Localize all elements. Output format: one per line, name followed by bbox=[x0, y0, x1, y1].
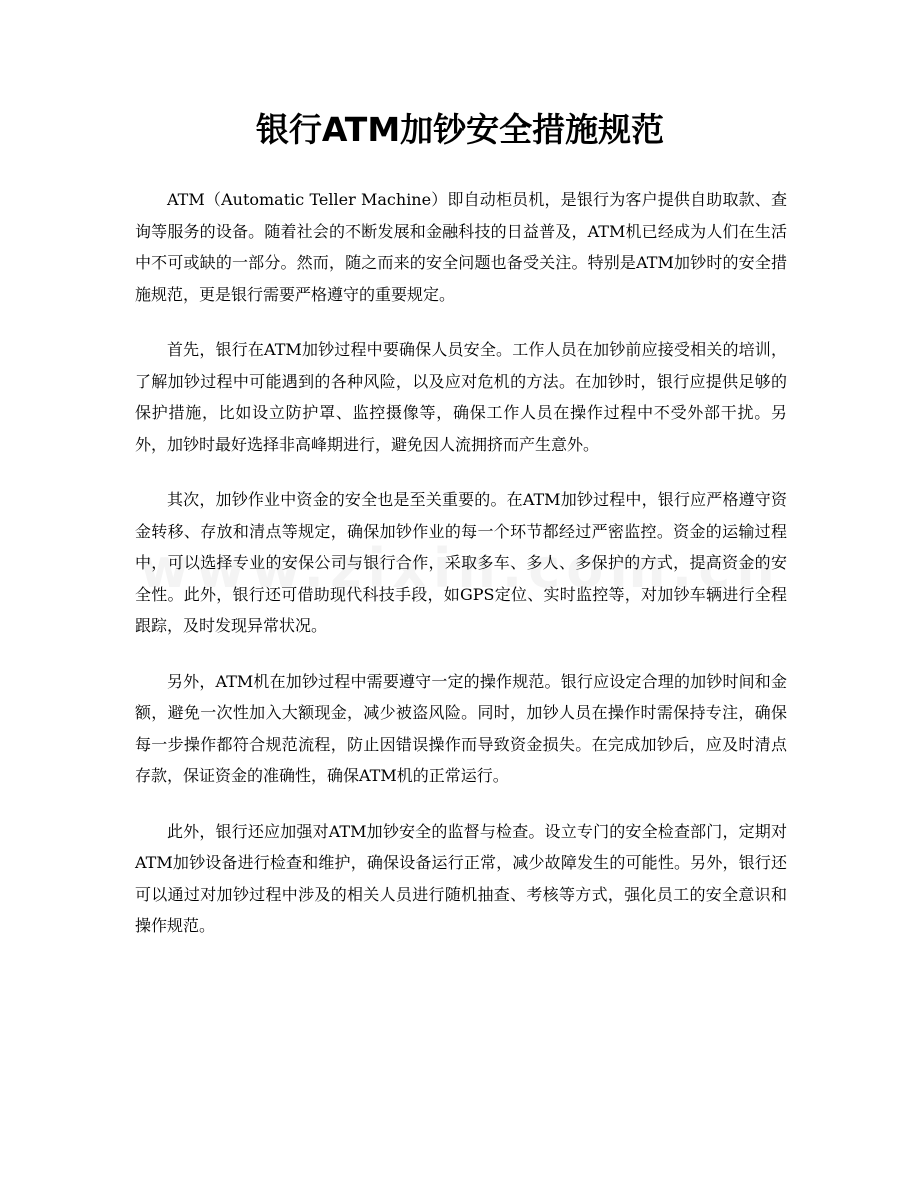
paragraph-1: ATM（Automatic Teller Machine）即自动柜员机，是银行为客户提供自助取款、查询等服务的设备。随着社会的不断发展和金融科技的日益普及，ATM机已经成为人们在生活中不可或缺的一部分。然而，随之而来的安全问题也备受关注。特别是ATM加钞时的安全措施规范，更是银行需要严格遵守的重要规定。 bbox=[135, 190, 787, 304]
paragraph-4: 另外，ATM机在加钞过程中需要遵守一定的操作规范。银行应设定合理的加钞时间和金额，避免一次性加入大额现金，减少被盗风险。同时，加钞人员在操作时需保持专注，确保每一步操作都符合规范流程，防止因错误操作而导致资金损失。在完成加钞后，应及时清点存款，保证资金的准确性，确保ATM机的正常运行。 bbox=[135, 671, 787, 785]
paragraph-3: 其次，加钞作业中资金的安全也是至关重要的。在ATM加钞过程中，银行应严格遵守资金转移、存放和清点等规定，确保加钞作业的每一个环节都经过严密监控。资金的运输过程中，可以选择专业的安保公司与银行合作，采取多车、多人、多保护的方式，提高资金的安全性。此外，银行还可借助现代科技手段，如GPS定位、实时监控等，对加钞车辆进行全程跟踪，及时发现异常状况。 bbox=[135, 490, 787, 635]
document-body bbox=[135, 184, 787, 966]
paragraph-5: 此外，银行还应加强对ATM加钞安全的监督与检查。设立专门的安全检查部门，定期对ATM加钞设备进行检查和维护，确保设备运行正常，减少故障发生的可能性。另外，银行还可以通过对加钞过程中涉及的相关人员进行随机抽查、考核等方式，强化员工的安全意识和操作规范。 bbox=[135, 821, 787, 935]
paragraph-2: 首先，银行在ATM加钞过程中要确保人员安全。工作人员在加钞前应接受相关的培训，了解加钞过程中可能遇到的各种风险，以及应对危机的方法。在加钞时，银行应提供足够的保护措施，比如设立防护罩、监控摄像等，确保工作人员在操作过程中不受外部干扰。另外，加钞时最好选择非高峰期进行，避免因人流拥挤而产生意外。 bbox=[135, 340, 787, 454]
page-title: 银行ATM加钞安全措施规范 bbox=[255, 110, 665, 149]
